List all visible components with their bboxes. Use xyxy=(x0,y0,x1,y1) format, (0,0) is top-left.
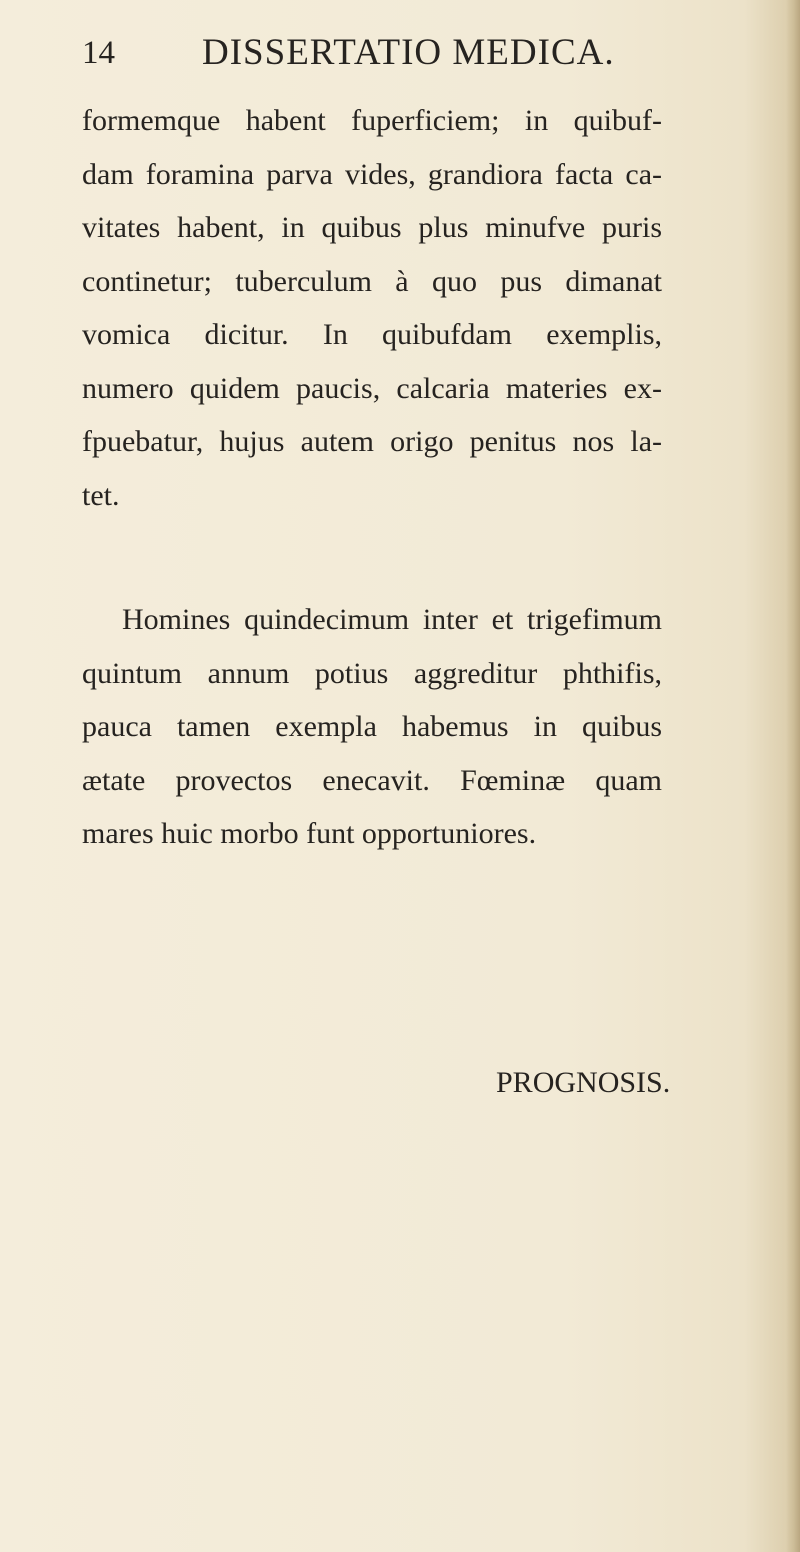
text-line: dam foramina parva vides, grandiora facta ca- xyxy=(82,157,662,191)
catchword: PROGNOSIS. xyxy=(496,1066,671,1099)
text-line: continetur; tuberculum à quo pus dimanat xyxy=(82,264,662,298)
paragraph-gap xyxy=(82,522,662,593)
text-line: quintum annum potius aggreditur phthifis, xyxy=(82,656,662,690)
text-line: numero quidem paucis, calcaria materies ex- xyxy=(82,371,662,405)
text-line: Homines quindecimum inter et trigefimum xyxy=(122,603,662,636)
page-number: 14 xyxy=(82,35,115,71)
running-head xyxy=(82,28,642,78)
body-text xyxy=(82,94,662,861)
running-title: DISSERTATIO MEDICA. xyxy=(202,32,615,73)
text-line: vomica dicitur. In quibufdam exemplis, xyxy=(82,318,662,351)
text-line: pauca tamen exempla habemus in quibus xyxy=(82,710,662,743)
text-line: fpuebatur, hujus autem origo penitus nos la- xyxy=(82,425,662,458)
text-line: ætate provectos enecavit. Fœminæ quam xyxy=(82,763,662,797)
text-line: mares huic morbo funt opportuniores. xyxy=(82,817,537,850)
text-line: formemque habent fuperficiem; in quibuf- xyxy=(82,104,662,137)
page-edge-shadow xyxy=(786,0,800,1552)
text-line: tet. xyxy=(82,478,120,512)
text-line: vitates habent, in quibus plus minufve puris xyxy=(82,211,662,244)
